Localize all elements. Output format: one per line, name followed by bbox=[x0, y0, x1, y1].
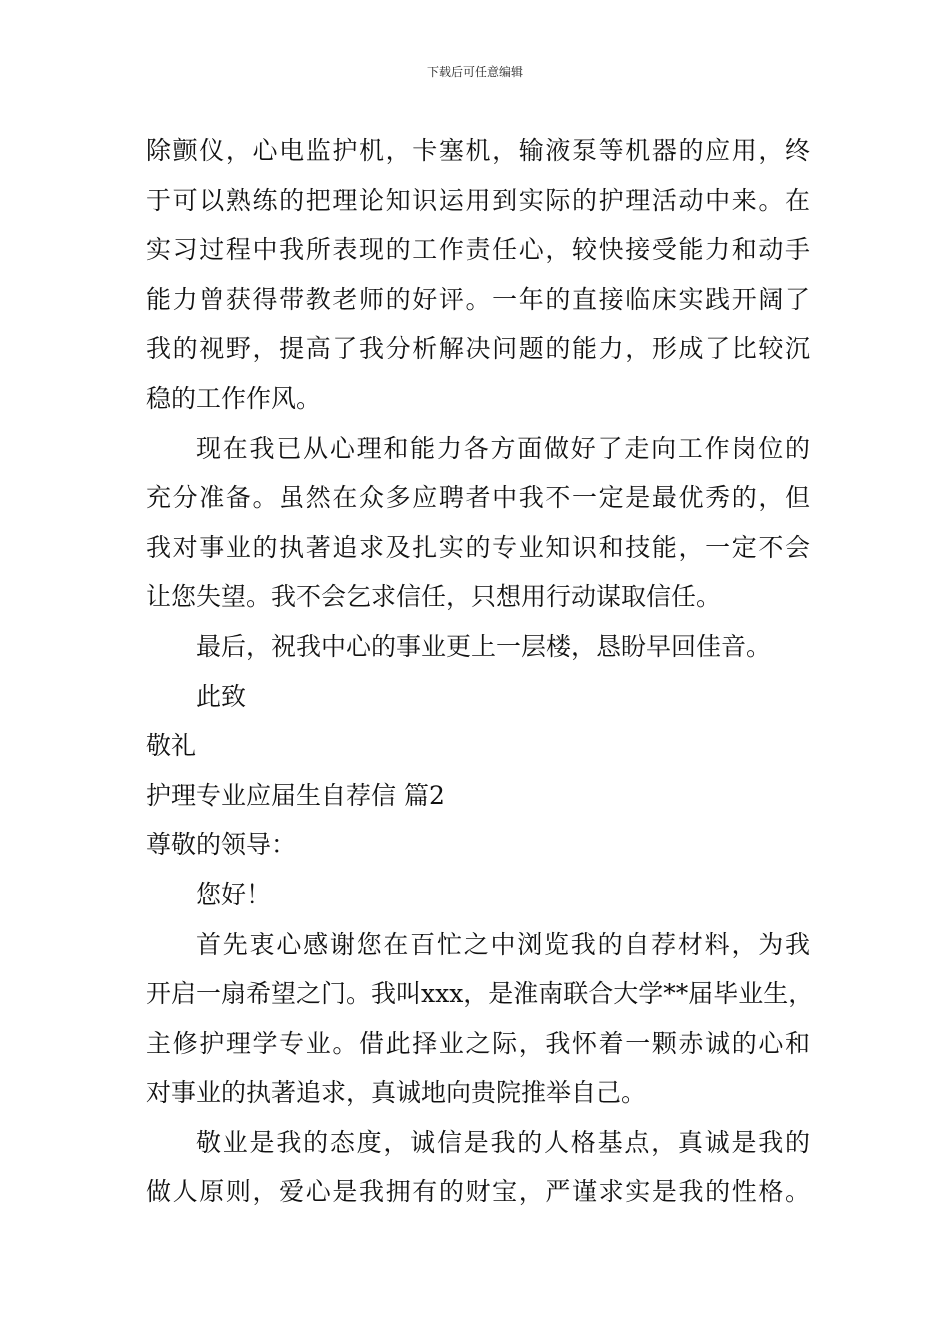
body-line: 实习过程中我所表现的工作责任心，较快接受能力和动手 bbox=[146, 235, 810, 265]
paragraph-start-line: 现在我已从心理和能力各方面做好了走向工作岗位的 bbox=[196, 433, 810, 463]
salutation-closing: 此致 bbox=[196, 681, 247, 711]
paragraph-start-line: 首先衷心感谢您在百忙之中浏览我的自荐材料，为我 bbox=[196, 929, 810, 959]
body-line: 于可以熟练的把理论知识运用到实际的护理活动中来。在 bbox=[146, 185, 810, 215]
body-line: 对事业的执著追求，真诚地向贵院推举自己。 bbox=[146, 1078, 647, 1108]
body-line: 我对事业的执著追求及扎实的专业知识和技能，一定不会 bbox=[146, 532, 810, 562]
page-header-note: 下载后可任意编辑 bbox=[426, 65, 523, 79]
paragraph-start-line: 敬业是我的态度，诚信是我的人格基点，真诚是我的 bbox=[196, 1127, 810, 1157]
greeting-recipient: 尊敬的领导： bbox=[146, 830, 297, 860]
section-title: 护理专业应届生自荐信 篇2 bbox=[146, 780, 445, 810]
body-line: 稳的工作作风。 bbox=[146, 383, 322, 413]
body-line: 除颤仪，心电监护机，卡塞机，输液泵等机器的应用，终 bbox=[146, 136, 810, 165]
greeting-hello: 您好！ bbox=[196, 879, 272, 909]
body-line: 我的视野，提高了我分析解决问题的能力，形成了比较沉 bbox=[146, 334, 810, 364]
document-body bbox=[146, 126, 814, 1217]
body-line: 主修护理学专业。借此择业之际，我怀着一颗赤诚的心和 bbox=[146, 1028, 810, 1058]
body-line: 能力曾获得带教老师的好评。一年的直接临床实践开阔了 bbox=[146, 284, 810, 314]
body-line: 开启一扇希望之门。我叫xxx，是淮南联合大学**届毕业生， bbox=[146, 979, 814, 1009]
body-line: 做人原则，爱心是我拥有的财宝，严谨求实是我的性格。 bbox=[146, 1177, 810, 1207]
body-line: 充分准备。虽然在众多应聘者中我不一定是最优秀的，但 bbox=[146, 483, 810, 513]
salutation-regards: 敬礼 bbox=[146, 731, 197, 761]
closing-wish-line: 最后，祝我中心的事业更上一层楼，恳盼早回佳音。 bbox=[196, 631, 772, 661]
body-line: 让您失望。我不会乞求信任，只想用行动谋取信任。 bbox=[146, 582, 722, 612]
